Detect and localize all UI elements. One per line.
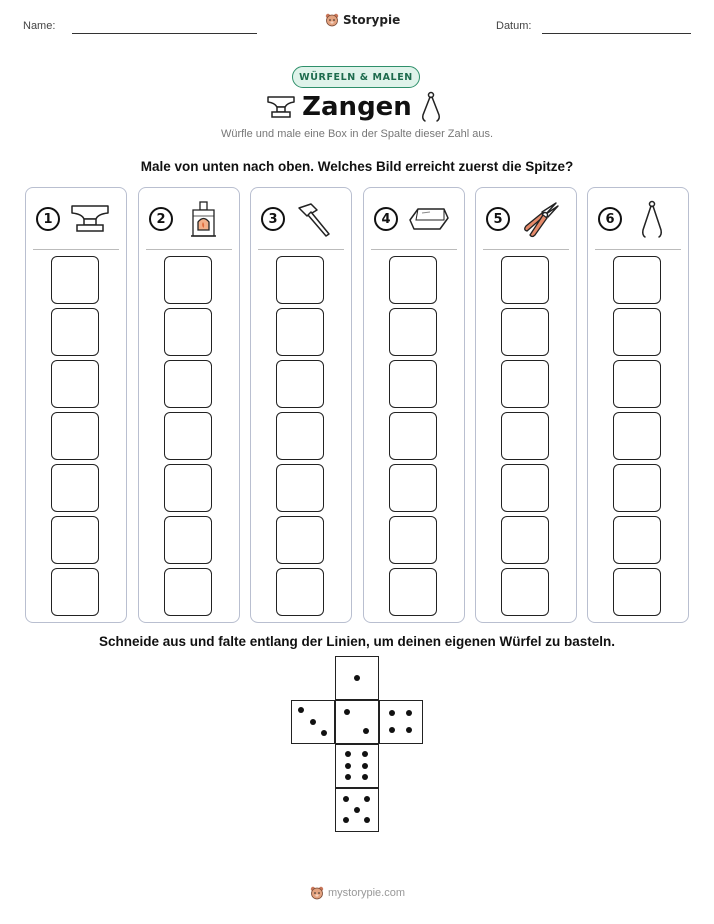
color-box[interactable] xyxy=(51,464,99,512)
footer-url: mystorypie.com xyxy=(328,887,406,899)
date-label: Datum: xyxy=(496,20,532,32)
die-pip xyxy=(363,728,369,734)
die-pip xyxy=(345,774,351,780)
color-box[interactable] xyxy=(389,256,437,304)
die-pip xyxy=(364,817,370,823)
column-number: 1 xyxy=(36,207,60,231)
die-pip xyxy=(321,730,327,736)
column-2 xyxy=(138,187,240,623)
die-pip xyxy=(364,796,370,802)
bear-logo-icon xyxy=(325,13,339,27)
column-divider xyxy=(595,249,681,250)
column-4 xyxy=(363,187,465,623)
column-divider xyxy=(258,249,344,250)
instruction-text: Male von unten nach oben. Welches Bild erreicht zuerst die Spitze? xyxy=(140,159,574,174)
die-pip xyxy=(362,751,368,757)
column-5 xyxy=(475,187,577,623)
column-number: 2 xyxy=(149,207,173,231)
die-pip xyxy=(389,727,395,733)
color-box[interactable] xyxy=(164,516,212,564)
color-box[interactable] xyxy=(164,568,212,616)
die-face-1 xyxy=(335,656,379,700)
tongs-icon xyxy=(420,91,442,123)
page-title: Zangen xyxy=(302,92,412,122)
forge-icon xyxy=(181,200,225,240)
die-face-6 xyxy=(335,744,379,788)
color-box[interactable] xyxy=(501,360,549,408)
footer xyxy=(310,886,405,900)
activity-badge: WÜRFELN & MALEN xyxy=(292,66,420,88)
color-box[interactable] xyxy=(613,412,661,460)
die-face-5 xyxy=(335,788,379,832)
color-box[interactable] xyxy=(613,256,661,304)
die-pip xyxy=(343,796,349,802)
die-pip xyxy=(354,675,360,681)
color-box[interactable] xyxy=(164,412,212,460)
die-pip xyxy=(362,774,368,780)
column-1 xyxy=(25,187,127,623)
color-box[interactable] xyxy=(51,568,99,616)
column-divider xyxy=(146,249,232,250)
pliers-icon xyxy=(518,200,562,240)
color-box[interactable] xyxy=(613,464,661,512)
color-box[interactable] xyxy=(164,360,212,408)
name-line xyxy=(72,33,257,34)
color-box[interactable] xyxy=(164,256,212,304)
color-box[interactable] xyxy=(389,308,437,356)
color-box[interactable] xyxy=(501,412,549,460)
die-pip xyxy=(406,727,412,733)
die-pip xyxy=(362,763,368,769)
page-subtitle: Würfle und male eine Box in der Spalte dieser Zahl aus. xyxy=(220,128,494,140)
color-box[interactable] xyxy=(51,256,99,304)
brand-name: Storypie xyxy=(343,13,401,27)
color-box[interactable] xyxy=(613,568,661,616)
color-box[interactable] xyxy=(51,308,99,356)
color-box[interactable] xyxy=(501,568,549,616)
column-6 xyxy=(587,187,689,623)
die-pip xyxy=(354,807,360,813)
die-pip xyxy=(345,751,351,757)
color-box[interactable] xyxy=(164,308,212,356)
color-box[interactable] xyxy=(51,412,99,460)
die-face-4 xyxy=(379,700,423,744)
color-box[interactable] xyxy=(389,568,437,616)
color-box[interactable] xyxy=(51,360,99,408)
die-pip xyxy=(344,709,350,715)
color-box[interactable] xyxy=(389,464,437,512)
color-box[interactable] xyxy=(276,516,324,564)
die-pip xyxy=(406,710,412,716)
color-box[interactable] xyxy=(276,360,324,408)
column-number: 5 xyxy=(486,207,510,231)
die-pip xyxy=(298,707,304,713)
die-pip xyxy=(345,763,351,769)
color-box[interactable] xyxy=(276,412,324,460)
column-divider xyxy=(33,249,119,250)
anvil-icon xyxy=(266,94,296,120)
column-number: 3 xyxy=(261,207,285,231)
die-pip xyxy=(310,719,316,725)
bear-logo-icon xyxy=(310,886,324,900)
column-3 xyxy=(250,187,352,623)
color-box[interactable] xyxy=(276,256,324,304)
column-divider xyxy=(483,249,569,250)
brand-logo xyxy=(325,13,400,27)
die-pip xyxy=(389,710,395,716)
column-number: 4 xyxy=(374,207,398,231)
color-box[interactable] xyxy=(501,516,549,564)
color-box[interactable] xyxy=(276,464,324,512)
ingot-icon xyxy=(406,200,450,236)
color-box[interactable] xyxy=(276,568,324,616)
hammer-icon xyxy=(293,200,337,240)
color-box[interactable] xyxy=(389,516,437,564)
die-face-2 xyxy=(335,700,379,744)
color-box[interactable] xyxy=(389,412,437,460)
color-box[interactable] xyxy=(501,256,549,304)
anvil-icon xyxy=(68,200,112,236)
color-box[interactable] xyxy=(164,464,212,512)
color-box[interactable] xyxy=(51,516,99,564)
color-box[interactable] xyxy=(389,360,437,408)
color-box[interactable] xyxy=(613,516,661,564)
die-face-3 xyxy=(291,700,335,744)
name-label: Name: xyxy=(23,20,56,32)
color-box[interactable] xyxy=(276,308,324,356)
tongs-icon xyxy=(630,200,674,240)
color-box[interactable] xyxy=(613,360,661,408)
date-line xyxy=(542,33,691,34)
column-divider xyxy=(371,249,457,250)
color-box[interactable] xyxy=(501,464,549,512)
die-pip xyxy=(343,817,349,823)
cutout-instruction: Schneide aus und falte entlang der Linien, um deinen eigenen Würfel zu basteln. xyxy=(98,634,616,649)
column-number: 6 xyxy=(598,207,622,231)
color-box[interactable] xyxy=(613,308,661,356)
color-box[interactable] xyxy=(501,308,549,356)
